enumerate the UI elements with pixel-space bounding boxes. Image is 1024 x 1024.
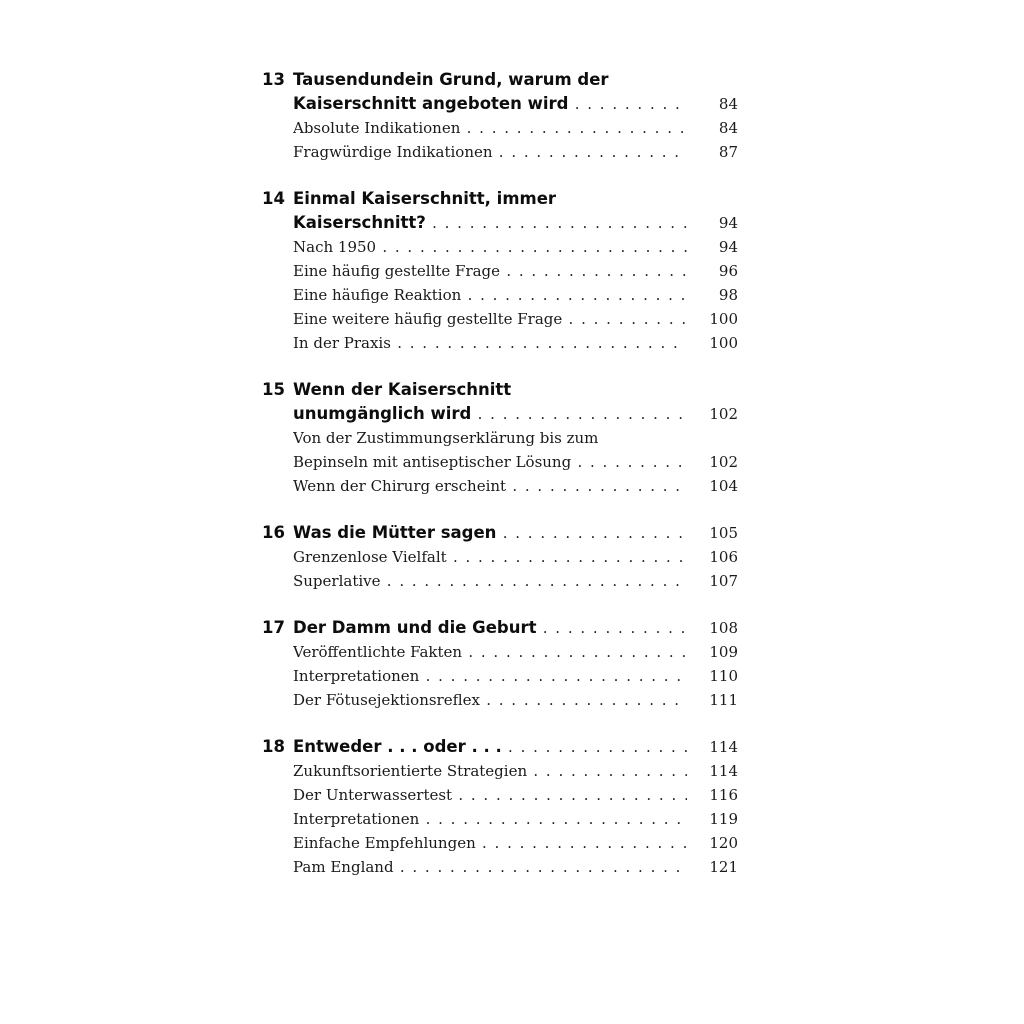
section-entry (262, 783, 738, 807)
section-entry (262, 688, 738, 712)
chapter-title: Der Damm und die Geburt . . . (293, 616, 687, 640)
chapter-title: Entweder . . . oder . . . . . . (293, 735, 687, 759)
chapter-heading-line (262, 521, 738, 545)
page-number: 96 (718, 262, 738, 280)
toc-chapter (262, 735, 738, 879)
section-entry (262, 664, 738, 688)
section-entry (262, 259, 738, 283)
section-title: Fragwürdige Indikationen . . . (293, 140, 687, 164)
page-number: 105 (709, 524, 738, 542)
page-number: 121 (709, 858, 738, 876)
page-number: 87 (718, 143, 738, 161)
page-number: 120 (709, 834, 738, 852)
page-number: 98 (718, 286, 738, 304)
page-number: 94 (718, 214, 738, 232)
chapter-number: 15 (262, 380, 285, 399)
page-number: 114 (709, 738, 738, 756)
chapter-title: Tausendundein Grund, warum der (293, 70, 609, 89)
toc-chapter (262, 68, 738, 164)
section-entry (262, 474, 738, 498)
section-entry (262, 831, 738, 855)
page-number: 84 (718, 119, 738, 137)
chapter-heading-line (262, 378, 738, 402)
section-entry (262, 807, 738, 831)
chapter-title: Kaiserschnitt? . . . (293, 211, 687, 235)
chapter-heading-line (262, 68, 738, 92)
section-entry (262, 759, 738, 783)
section-title: Wenn der Chirurg erscheint . . . (293, 474, 687, 498)
section-title: Nach 1950 . . . (293, 235, 687, 259)
chapter-heading-line (262, 616, 738, 640)
section-title: Der Unterwassertest . . . (293, 783, 687, 807)
section-entry (262, 283, 738, 307)
chapter-title: Was die Mütter sagen . . . (293, 521, 687, 545)
chapter-heading-line (262, 92, 738, 116)
page-number: 94 (718, 238, 738, 256)
section-title: Interpretationen . . . (293, 807, 687, 831)
section-entry (262, 116, 738, 140)
section-entry (262, 545, 738, 569)
page-number: 109 (709, 643, 738, 661)
chapter-heading-line (262, 211, 738, 235)
section-entry (262, 855, 738, 879)
chapter-number: 18 (262, 737, 285, 756)
section-title: Von der Zustimmungserklärung bis zum (293, 429, 599, 447)
chapter-number: 13 (262, 70, 285, 89)
section-title: Eine häufige Reaktion . . . (293, 283, 687, 307)
section-title: Interpretationen . . . (293, 664, 687, 688)
chapter-number: 14 (262, 189, 285, 208)
chapter-heading-line (262, 402, 738, 426)
page-number: 119 (709, 810, 738, 828)
page-number: 100 (709, 334, 738, 352)
section-title: In der Praxis . . . (293, 331, 687, 355)
section-entry (262, 426, 738, 450)
page-number: 108 (709, 619, 738, 637)
toc-chapter (262, 187, 738, 355)
section-entry (262, 331, 738, 355)
page-number: 102 (709, 405, 738, 423)
chapter-title: Wenn der Kaiserschnitt (293, 380, 512, 399)
section-entry (262, 640, 738, 664)
section-title: Bepinseln mit antiseptischer Lösung . . . (293, 450, 687, 474)
toc-chapter (262, 378, 738, 498)
page-number: 111 (709, 691, 738, 709)
section-entry (262, 307, 738, 331)
chapter-title: unumgänglich wird . . . (293, 402, 687, 426)
section-title: Eine häufig gestellte Frage . . . (293, 259, 687, 283)
page-number: 110 (709, 667, 738, 685)
page-number: 104 (709, 477, 738, 495)
section-title: Pam England . . . (293, 855, 687, 879)
section-title: Grenzenlose Vielfalt . . . (293, 545, 687, 569)
section-title: Veröffentlichte Fakten . . . (293, 640, 687, 664)
section-title: Zukunftsorientierte Strategien . . . (293, 759, 687, 783)
toc-chapter (262, 521, 738, 593)
section-title: Superlative . . . (293, 569, 687, 593)
chapter-number: 16 (262, 523, 285, 542)
chapter-heading-line (262, 187, 738, 211)
section-entry (262, 450, 738, 474)
section-title: Der Fötusejektionsreflex . . . (293, 688, 687, 712)
section-entry (262, 235, 738, 259)
page-number: 106 (709, 548, 738, 566)
page-number: 100 (709, 310, 738, 328)
section-title: Eine weitere häufig gestellte Frage . . . (293, 307, 687, 331)
page-number: 107 (709, 572, 738, 590)
table-of-contents (262, 68, 738, 879)
page-number: 84 (718, 95, 738, 113)
page-number: 114 (709, 762, 738, 780)
section-title: Absolute Indikationen . . . (293, 116, 687, 140)
section-entry (262, 140, 738, 164)
chapter-number: 17 (262, 618, 285, 637)
section-title: Einfache Empfehlungen . . . (293, 831, 687, 855)
section-entry (262, 569, 738, 593)
chapter-title: Einmal Kaiserschnitt, immer (293, 189, 557, 208)
page-number: 102 (709, 453, 738, 471)
page-number: 116 (709, 786, 738, 804)
chapter-heading-line (262, 735, 738, 759)
toc-chapter (262, 616, 738, 712)
chapter-title: Kaiserschnitt angeboten wird . . . (293, 92, 687, 116)
